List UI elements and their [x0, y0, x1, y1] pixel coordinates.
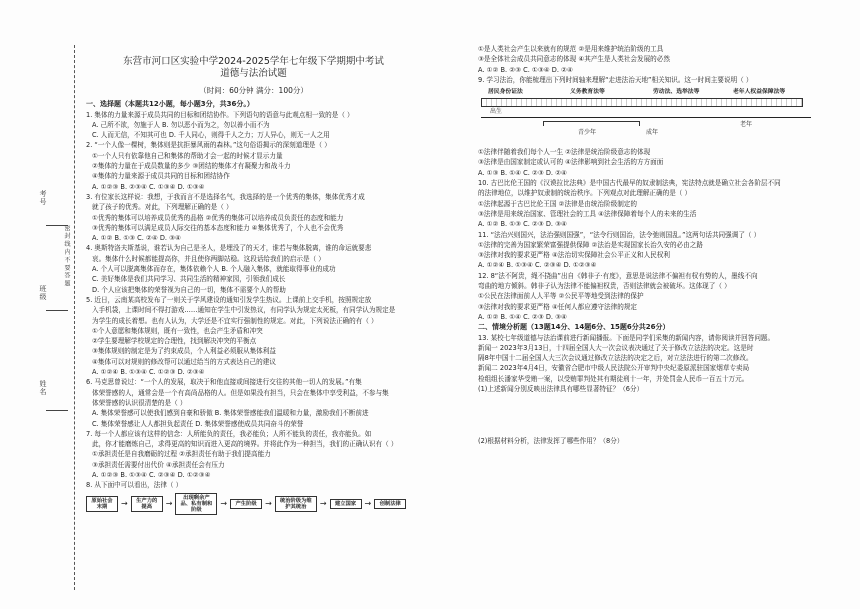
question-line: 7. 每一个人都应该有这样的信念：人所能负的责任，我必能负；人所不能负的责任，我亦能负。如: [86, 429, 372, 438]
exam-meta: （时间：60分钟 满分：100分）: [199, 86, 308, 95]
question-line: ③是全体社会成员共同意志的体现 ④其产生是人类社会发展的必然: [478, 55, 670, 64]
question-line: ①法律的完善为国家繁荣富强提供保障 ②法治是实现国家长治久安的必由之路: [478, 240, 703, 249]
question-line: ③优秀的集体可以满足成员人际交往的基本态度和能力 ④集体优秀了，个人也不会优秀: [92, 223, 344, 232]
timeline-bar: [481, 98, 803, 107]
question-line: 12. 8“法不阿贵，绳不挠曲”出自《韩非子·有度》，意思是说法律不偏袒有权有势的人，墨线不向: [478, 271, 758, 280]
section-heading: 二、情境分析题（13题14分、14题6分、15题6分共26分）: [478, 323, 670, 332]
name-label: 姓名: [39, 380, 47, 396]
question-line: ②集体的力量在于成员数量的多少 ③团结的集体才有凝聚力和战斗力: [92, 162, 291, 171]
question-line: 3. 有位家长这样说：我想，于我而言不是选择名气，我选择的是一个优秀的集体，集体优秀才成: [86, 192, 365, 201]
law-origin-flowchart: [86, 493, 421, 516]
question-line: A. ①②③ B. ①③④ C. ②③④ D. ①②③④: [92, 470, 211, 479]
timeline-adult: 成年: [646, 129, 659, 137]
timeline-youth: 青少年: [578, 129, 597, 137]
life-timeline: [478, 87, 823, 145]
question-line: A. ①② B. ①③ C. ②③ D. ③④: [478, 220, 567, 229]
timeline-old: 老年: [740, 121, 753, 129]
question-line: (1)上述新闻分别反映出法律具有哪些显著特征？（6分）: [478, 385, 644, 394]
name-line: [46, 410, 68, 411]
question-line: 体荣誉感的人，通常会是一个有高尚品格的人。但是如果没有担当，只会在集体中享受利益，不参与集: [92, 388, 389, 397]
seal-warning: 密 封 线 内 不 要 答 题: [63, 225, 70, 287]
question-line: ①法律伴随着我们每个人一生 ②法律是统治阶级意志的体现: [478, 148, 651, 157]
exam-title: 东营市河口区实验中学2024-2025学年七年级下学期期中考试: [123, 56, 384, 67]
question-line: A. 个人可以脱离集体而存在，集体依赖个人 B. 个人融入集体，就能取得事业的成功: [92, 265, 336, 274]
question-line: 就了孩子的优秀。对此，下列理解正确的是（ ）: [92, 203, 233, 212]
question-line: 入手机袋，上课时间不得打游戏……通知在学生中引发热议，有同学认为规定太死板，有同学认为规定是: [92, 306, 396, 315]
question-line: 2. “一个人像一棵树，集体则是抗拒暴风雨的森林。”这句俗语揭示的深刻道理是（ ）: [86, 141, 331, 150]
question-line: ①承担责任是自我磨砺的过程 ②承担责任有助于我们提高能力: [92, 450, 271, 459]
question-line: 4. 奥斯特洛夫斯基说，谁若认为自己是圣人，是埋没了的天才，谁若与集体脱离，谁的命运就要悲: [86, 244, 372, 253]
arrow-icon: →: [220, 498, 228, 508]
question-line: 13. 某校七年级道德与法治课前进行新闻播报。下面是同学们采集的新闻内容，请你阅读并回答问题。: [478, 333, 775, 342]
question-line: ①一个人只有依靠他自己和集体的帮助才会一起的时候才显示力量: [92, 151, 283, 160]
flow-box: 统治阶级为维护其统治: [275, 496, 317, 513]
question-line: A. ①②③ B. ②③④ C. ①③④ D. ①③④: [92, 182, 205, 191]
question-line: 新闻一 2023年3月13日，十四届全国人大一次会议表决通过了关于修改立法法的决定。这是时: [478, 343, 754, 352]
question-line: 新闻二 2023年4月4日，安徽省合肥市中级人民法院公开审判中央纪委原派驻国家烟草专卖局: [478, 364, 750, 373]
question-line: ④集体的力量来源于成员共同的目标和团结协作: [92, 172, 230, 181]
right-questions-top: [478, 44, 823, 85]
timeline-stage: 居民身份证法: [488, 89, 523, 96]
question-line: 哀。集体什么时候都能提高你，并且使你两脚站稳。这段话给我们的启示是（ ）: [92, 254, 325, 263]
question-line: C. 人而无信，不知其可也 D. 千人同心，则得千人之力；万人异心，则无一人之用: [92, 131, 330, 140]
flow-box: 原始社会末期: [86, 496, 118, 513]
left-questions: [86, 99, 421, 490]
question-line: ①法律起源于古巴比伦王国 ②法律是由统治阶级制定的: [478, 199, 637, 208]
question-line: 5. 近日，云南某高校发布了一则关于学风建设的通知引发学生热议。上课前上交手机，按照规定放: [86, 295, 372, 304]
question-line: 为学生的成长着想。也有人认为，大学还是不宜实行强制性的规定。对此，下列说法正确的有（ ）: [92, 316, 378, 325]
question-line: 的法律地位，以维护奴隶制的统治秩序。下列观点对此理解正确的是（ ）: [478, 189, 692, 198]
timeline-birth: 出生: [490, 108, 503, 116]
right-column: [478, 0, 823, 447]
question-line: ③法律对我的要求更严格 ④任何人都应遵守法律的规定: [478, 302, 637, 311]
question-line: ①优秀的集体可以培养成员优秀的品格 ②优秀的集体可以培养成员负责任的态度和能力: [92, 213, 344, 222]
question-line: D. 个人应该把集体的荣誉视为自己的一切，集体不需要个人的帮助: [92, 285, 286, 294]
timeline-stage: 老年人权益保障法等: [733, 89, 786, 96]
question-line: ②学生要理解学校规定的合理性，找到解决冲突的平衡点: [92, 337, 257, 346]
question-13-part2: (2)根据材料分析，法律发挥了哪些作用？（8分）: [478, 437, 624, 446]
question-line: 9. 学习法治，你能梳理出下列时间轴来理解“走进法治天地”相关知识。这一时间主要说明（ ）: [478, 75, 753, 84]
question-line: A. 己所不欲，勿施于人 B. 勿以恶小而为之，勿以善小而不为: [92, 120, 270, 129]
arrow-icon: →: [319, 498, 327, 508]
question-line: ③法律是用来统治国家、管理社会的工具 ④法律保障着每个人的未来的生活: [478, 209, 697, 218]
question-line: ①是人类社会产生以来就有的规范 ②是用来维护统治阶级的工具: [478, 45, 664, 53]
arrow-icon: →: [165, 498, 173, 508]
right-questions-mid: [478, 147, 823, 394]
question-line: C. 集体荣誉感让人人都担负起责任 D. 集体荣誉感使成员共同奋斗的荣誉: [92, 419, 304, 428]
question-line: ③法律是由国家制定或认可的 ④法律影响到社会生活的方方面面: [478, 158, 664, 167]
question-line: 6. 马克思曾说过：“一个人的发展，取决于和他直接或间接进行交往的其他一切人的发展。”有集: [86, 378, 362, 387]
question-line: 隔8年中国十二届全国人大三次会议通过修改立法法的决定之后，对立法法进行的第二次修改。: [478, 354, 753, 363]
question-line: A. ①②④ B. ①③④ C. ②③④ D. ①②③④: [478, 261, 597, 270]
arrow-icon: →: [364, 498, 372, 508]
question-line: 弯曲的地方倾斜。韩非子认为法律不能偏袒权贵，否则法律就会被破坏。这体现了（ ）: [478, 282, 731, 291]
timeline-stage: 义务教育法等: [570, 89, 605, 96]
class-line: [46, 310, 68, 311]
timeline-stage: 劳动法、选举法等: [653, 89, 700, 96]
question-line: ①公民在法律面前人人平等 ②公民平等地受到法律的保护: [478, 292, 644, 301]
question-line: A. 集体荣誉感可以使我们感到自豪和骄傲 B. 集体荣誉感能我们温暖和力量，激励我们不断前进: [92, 409, 369, 418]
question-line: A. ①②④ B. ①③④ C. ①②③ D. ②③④: [92, 368, 205, 377]
flow-box: 生产力的提高: [131, 496, 163, 513]
question-line: ④集体可以对规则的修改帮可以通过给当的方式表达自己的建议: [92, 357, 276, 366]
flow-box: 出现剩余产品、私有制和阶级: [175, 493, 217, 516]
question-line: 此，你才能磨炼自己，求得更高的知识而进入更高的境界。并将此作为一种担当，我们的正确认识有（ ）: [92, 440, 398, 449]
left-column: [86, 0, 421, 515]
exam-no-label: 考号: [39, 190, 47, 206]
arrow-icon: →: [265, 498, 272, 508]
question-line: 1. 集体的力量来源于成员共同的目标和团结协作。下列语句的语意与此观点相一致的是（ ）: [86, 110, 354, 119]
timeline-axis: [481, 117, 811, 118]
question-line: ③承担责任需要付出代价 ④承担责任会有压力: [92, 460, 225, 469]
question-line: A. ①② B. ①③ C. ②④ D. ③④: [92, 234, 181, 243]
question-line: ①个人意愿和集体规则，既有一致性，也会产生矛盾和冲突: [92, 326, 263, 335]
question-line: 8. 从下面中可以看出，法律（ ）: [86, 481, 183, 490]
exam-subtitle: 道德与法治试题: [220, 68, 287, 79]
question-line: 11. “法治兴则国兴，法治强则国强”，“法令行则国治，法令弛则国乱。”这两句话共同强调了（ ）: [478, 230, 761, 239]
question-line: 检组组长潘家华受贿一案，以受贿罪判处其有期徒刑十一年，并处罚金人民币一百五十万元。: [478, 374, 749, 383]
flow-box: 创制法律: [374, 499, 406, 509]
question-line: 10. 古巴比伦王国的《汉谟拉比法典》是中国古代最早的奴隶制法典，宪法特点就是确立社会各阶层不同: [478, 179, 781, 188]
youth-bracket: [543, 121, 640, 126]
flow-box: 产生阶级: [230, 499, 262, 509]
question-line: A. ①② B. ②③ C. ①③④ D. ②④: [478, 65, 573, 74]
question-line: 体荣誉感的认识很清楚的是（ ）: [92, 398, 187, 407]
section-heading: 一、选择题（本题共12小题，每小题3分，共36分。）: [86, 100, 254, 109]
flow-box: 建立国家: [330, 499, 362, 509]
class-label: 班级: [39, 285, 47, 301]
question-line: A. ①② B. ①④ C. ②③ D. ③④: [478, 312, 567, 321]
question-line: ③集体规则的制定是为了约束成员，个人利益必须服从集体利益: [92, 347, 276, 356]
seal-line: [74, 45, 75, 590]
question-line: C. 美好集体是我们共同学习、共同生活的精神家园，引领我们成长: [92, 275, 286, 284]
binding-strip: [0, 0, 82, 609]
question-line: ③法律对我的要求更严格 ④法治切实保障社会公平正义和人民权利: [478, 251, 670, 260]
question-line: A. ①③ B. ①④ C. ②③ D. ②④: [478, 168, 567, 177]
arrow-icon: →: [121, 498, 128, 508]
